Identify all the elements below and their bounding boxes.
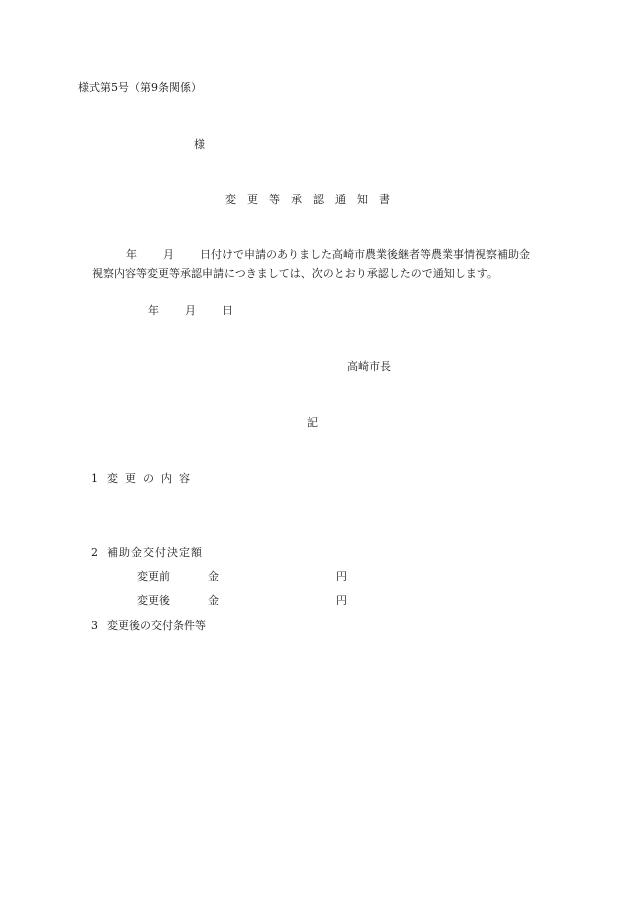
date-month: 月 — [185, 304, 196, 317]
amount-prefix: 金 — [208, 594, 219, 607]
form-number: 様式第5号（第9条関係） — [78, 81, 202, 94]
item-3 — [91, 620, 206, 631]
item-label: 変更の内容 — [107, 472, 197, 485]
item-label: 変更後の交付条件等 — [107, 619, 206, 632]
amount-unit: 円 — [336, 570, 347, 583]
amount-label: 変更後 — [137, 594, 170, 607]
item-2 — [91, 547, 203, 558]
date-day: 日 — [222, 304, 233, 317]
addressee-honorific: 様 — [194, 138, 205, 151]
amount-unit: 円 — [336, 594, 347, 607]
body-month: 月 — [163, 248, 174, 261]
body-line-1 — [126, 249, 530, 260]
issuer: 高崎市長 — [347, 360, 391, 373]
amount-prefix: 金 — [208, 570, 219, 583]
body-era-year: 年 — [126, 248, 137, 261]
body-line1-rest: 日付けで申請のありました高崎市農業後継者等農業事情視察補助金 — [200, 248, 530, 261]
amount-label: 変更前 — [137, 570, 170, 583]
item-1 — [91, 473, 197, 484]
item-number: 2 — [91, 546, 98, 559]
item-number: 3 — [91, 619, 98, 632]
body-line-2: 視察内容等変更等承認申請につきましては、次のとおり承認したので通知します。 — [92, 267, 498, 280]
date-year: 年 — [148, 304, 159, 317]
date-line — [148, 305, 233, 316]
amount-after-row — [137, 595, 352, 607]
document-title: 変更等承認通知書 — [225, 193, 401, 206]
ki-heading: 記 — [307, 416, 318, 429]
item-number: 1 — [91, 472, 98, 485]
item-label: 補助金交付決定額 — [107, 546, 203, 559]
amount-before-row — [137, 571, 352, 583]
